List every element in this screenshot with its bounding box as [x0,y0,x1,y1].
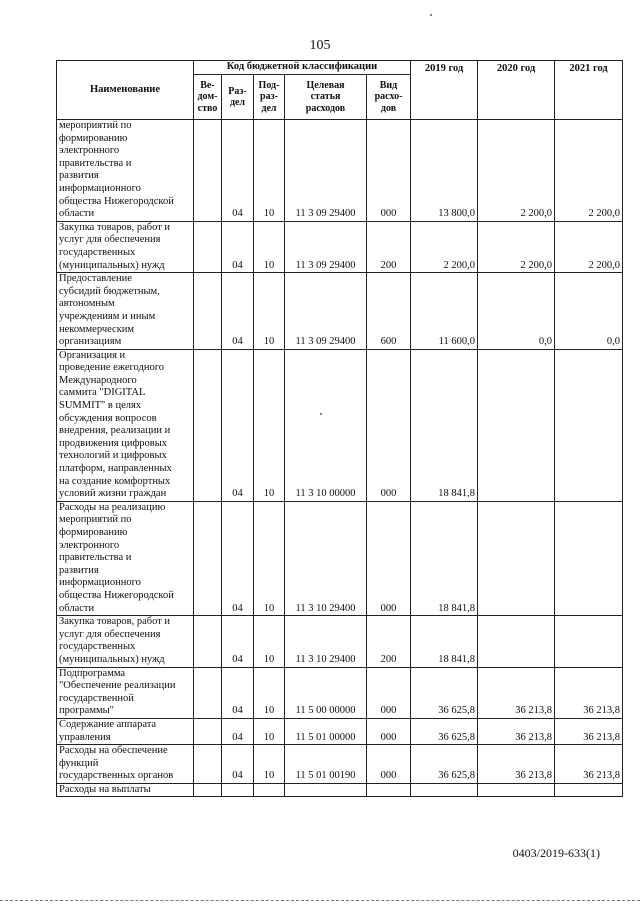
cell-y2021 [555,783,623,797]
table-row [57,616,623,667]
cell-vid: 000 [367,120,411,222]
cell-y2021: 0,0 [555,273,623,350]
cell-ved [194,783,222,797]
cell-y2021: 36 213,8 [555,667,623,718]
cell-name: Подпрограмма "Обеспечение реализации государственной программы" [57,667,194,718]
cell-vid: 000 [367,745,411,784]
cell-name: Расходы на реализацию мероприятий по формированию электронного правительства и развития информационного общества Нижегородской области [57,501,194,615]
cell-ved [194,745,222,784]
cell-target: 11 3 09 29400 [285,120,367,222]
cell-razdel: 04 [222,667,254,718]
cell-razdel: 04 [222,273,254,350]
scan-edge-line [0,900,640,902]
cell-ved [194,221,222,272]
cell-y2020: 2 200,0 [478,120,555,222]
table-row [57,667,623,718]
table-row [57,120,623,222]
cell-razdel: 04 [222,718,254,744]
cell-razdel [222,783,254,797]
cell-target: 11 3 10 00000 [285,349,367,501]
cell-vid: 000 [367,349,411,501]
cell-y2020 [478,501,555,615]
cell-target: 11 5 01 00190 [285,745,367,784]
header-2019: 2019 год [411,61,478,120]
cell-name: Расходы на обеспечение функций государственных органов [57,745,194,784]
cell-target: 11 3 10 29400 [285,501,367,615]
cell-y2020: 36 213,8 [478,745,555,784]
cell-y2019: 18 841,8 [411,349,478,501]
cell-y2019: 18 841,8 [411,616,478,667]
table-row [57,745,623,784]
cell-y2019 [411,783,478,797]
document-code: 0403/2019-633(1) [512,846,600,860]
cell-podrazdel: 10 [254,501,285,615]
cell-name: Содержание аппарата управления [57,718,194,744]
cell-name: Расходы на выплаты [57,783,194,797]
table-row [57,349,623,501]
header-expense-type: Вид расхо- дов [367,75,411,120]
cell-y2021: 2 200,0 [555,221,623,272]
cell-target: 11 3 09 29400 [285,273,367,350]
header-podrazdel: Под- раз- дел [254,75,285,120]
cell-name: Предоставление субсидий бюджетным, автономным учреждениям и иным некоммерческим организациям [57,273,194,350]
header-2020: 2020 год [478,61,555,120]
cell-podrazdel [254,783,285,797]
cell-name: Закупка товаров, работ и услуг для обеспечения государственных (муниципальных) нужд [57,616,194,667]
cell-y2021: 36 213,8 [555,745,623,784]
cell-ved [194,120,222,222]
cell-target: 11 3 10 29400 [285,616,367,667]
cell-y2019: 36 625,8 [411,718,478,744]
cell-y2021 [555,616,623,667]
cell-y2019: 2 200,0 [411,221,478,272]
table-row [57,273,623,350]
cell-razdel: 04 [222,616,254,667]
cell-vid: 000 [367,718,411,744]
cell-ved [194,616,222,667]
cell-y2020 [478,349,555,501]
cell-target: 11 5 00 00000 [285,667,367,718]
cell-ved [194,273,222,350]
cell-y2021: 2 200,0 [555,120,623,222]
cell-y2020: 36 213,8 [478,667,555,718]
cell-podrazdel: 10 [254,273,285,350]
cell-vid: 000 [367,501,411,615]
cell-y2019: 36 625,8 [411,745,478,784]
cell-vid: 200 [367,616,411,667]
header-vedomstvo: Ве- дом- ство [194,75,222,120]
cell-podrazdel: 10 [254,120,285,222]
cell-target [285,783,367,797]
header-target: Целевая статья расходов [285,75,367,120]
cell-y2020: 2 200,0 [478,221,555,272]
cell-vid: 200 [367,221,411,272]
scan-speck [320,413,322,415]
cell-podrazdel: 10 [254,667,285,718]
cell-podrazdel: 10 [254,616,285,667]
cell-ved [194,718,222,744]
cell-razdel: 04 [222,349,254,501]
table-row [57,221,623,272]
cell-razdel: 04 [222,745,254,784]
cell-podrazdel: 10 [254,745,285,784]
cell-y2021 [555,349,623,501]
cell-y2021: 36 213,8 [555,718,623,744]
cell-y2020: 36 213,8 [478,718,555,744]
table-header [57,61,623,120]
cell-y2019: 11 600,0 [411,273,478,350]
cell-target: 11 5 01 00000 [285,718,367,744]
cell-y2020: 0,0 [478,273,555,350]
header-razdel: Раз- дел [222,75,254,120]
page-number: 105 [309,38,331,53]
cell-target: 11 3 09 29400 [285,221,367,272]
header-budget-code-group: Код бюджетной классификации [194,61,411,75]
cell-podrazdel: 10 [254,349,285,501]
table-row [57,783,623,797]
cell-name: мероприятий по формированию электронного правительства и развития информационного общества Нижегородской области [57,120,194,222]
cell-razdel: 04 [222,221,254,272]
cell-vid: 000 [367,667,411,718]
cell-y2020 [478,783,555,797]
cell-y2019: 13 800,0 [411,120,478,222]
table-row [57,718,623,744]
table-row [57,501,623,615]
cell-vid: 600 [367,273,411,350]
cell-ved [194,501,222,615]
cell-y2021 [555,501,623,615]
budget-table [56,60,623,797]
header-name: Наименование [57,61,194,120]
scan-speck [430,14,432,16]
cell-vid [367,783,411,797]
cell-razdel: 04 [222,501,254,615]
cell-y2020 [478,616,555,667]
cell-name: Закупка товаров, работ и услуг для обеспечения государственных (муниципальных) нужд [57,221,194,272]
cell-y2019: 18 841,8 [411,501,478,615]
header-2021: 2021 год [555,61,623,120]
cell-razdel: 04 [222,120,254,222]
cell-ved [194,667,222,718]
cell-y2019: 36 625,8 [411,667,478,718]
cell-podrazdel: 10 [254,718,285,744]
cell-name: Организация и проведение ежегодного Международного саммита "DIGITAL SUMMIT" в целях обсуждения вопросов внедрения, реализации и продвижения цифровых технологий и цифровых платформ, направленных на создание комфортных условий жизни граждан [57,349,194,501]
table-body [57,120,623,797]
cell-ved [194,349,222,501]
cell-podrazdel: 10 [254,221,285,272]
